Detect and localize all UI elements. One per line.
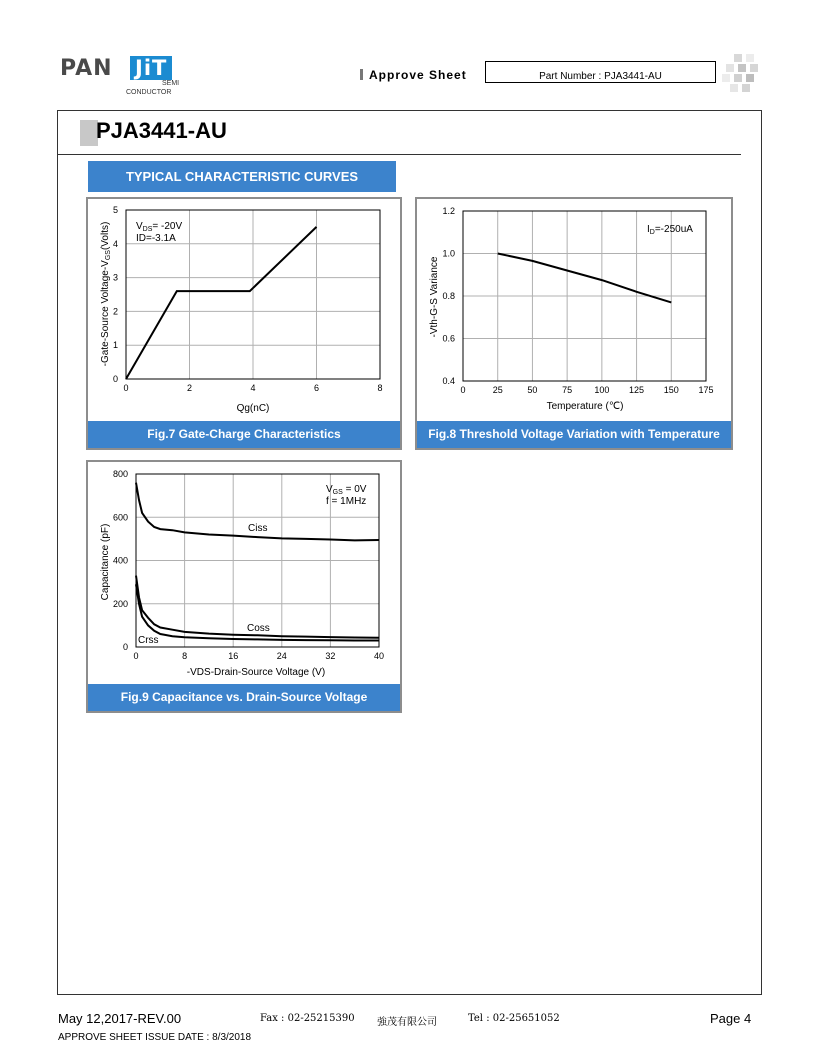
section-heading: TYPICAL CHARACTERISTIC CURVES — [88, 161, 396, 192]
footer-page: Page 4 — [710, 1011, 752, 1026]
fig7-ytick-label: 2 — [112, 306, 118, 317]
fig9-xtick-label: 32 — [325, 651, 336, 661]
logo-sub-semi: SEMI — [162, 80, 180, 87]
fig8-annot-id: $I_D=-250uA$ — [647, 224, 693, 236]
fig8-xtick-label: 50 — [527, 385, 538, 395]
approve-sheet-text: Approve Sheet — [369, 68, 467, 82]
fig9-label-coss: Coss — [247, 623, 270, 634]
fig9-xtick-label: 24 — [276, 651, 287, 661]
fig8-xlabel: Temperature (℃) — [546, 401, 624, 412]
fig7-annot-id: ID=-3.1A — [136, 233, 176, 244]
footer-fax: Fax : 02-25215390 — [260, 1013, 355, 1024]
fig7-annot-vds: $V_{DS}= -20V$ — [136, 221, 183, 233]
fig8-xtick-label: 100 — [594, 385, 610, 395]
fig7-xtick-label: 0 — [123, 383, 129, 393]
logo-sub-conductor: CONDUCTOR — [126, 89, 172, 96]
fig9-ytick-label: 0 — [122, 642, 128, 652]
fig8-xtick-label: 75 — [562, 385, 573, 395]
fig9-label-crss: Crss — [138, 635, 159, 646]
approve-sheet-label — [360, 68, 467, 82]
fig8-xtick-label: 125 — [629, 385, 645, 395]
checker-pattern-icon — [722, 54, 758, 94]
fig7-panel — [86, 197, 402, 450]
fig8-caption: Fig.8 Threshold Voltage Variation with Temperature — [417, 421, 731, 448]
title-divider — [57, 154, 741, 155]
fig9-ytick-label: 400 — [112, 555, 128, 566]
fig7-xtick-label: 6 — [313, 383, 320, 393]
footer-issue-date: APPROVE SHEET ISSUE DATE : 8/3/2018 — [58, 1032, 252, 1043]
fig9-caption: Fig.9 Capacitance vs. Drain-Source Voltage — [88, 684, 400, 711]
fig7-ylabel: -Gate-Source Voltage-$V_{GS}(Volts)$ — [100, 221, 112, 367]
fig7-xtick-label: 8 — [377, 383, 383, 393]
fig9-ylabel: Capacitance (pF) — [100, 523, 111, 601]
fig9-ytick-label: 800 — [112, 469, 128, 479]
fig8-ytick-label: 1.2 — [442, 206, 455, 216]
footer-date-rev: May 12,2017-REV.00 — [58, 1011, 182, 1026]
fig7-ytick-label: 0 — [112, 374, 118, 384]
fig8-ytick-label: 0.4 — [442, 376, 455, 386]
fig9-ytick-label: 200 — [112, 598, 128, 609]
bar-icon — [360, 69, 363, 80]
fig9-xtick-label: 8 — [182, 651, 188, 661]
fig7-chart — [88, 199, 400, 448]
fig9-xtick-label: 40 — [373, 651, 385, 661]
fig8-ylabel: -Vth-G-S Variance — [429, 256, 440, 338]
fig7-ytick-label: 5 — [112, 205, 118, 215]
logo-jit: JiT — [130, 56, 172, 80]
fig7-ytick-label: 3 — [112, 272, 118, 283]
company-logo — [60, 56, 180, 100]
fig8-ytick-label: 0.8 — [442, 291, 455, 301]
fig8-grid — [463, 211, 706, 381]
fig7-series-line — [126, 227, 317, 379]
fig9-xlabel: -VDS-Drain-Source Voltage (V) — [186, 667, 326, 678]
fig8-xtick-label: 0 — [460, 385, 466, 395]
fig8-panel — [415, 197, 733, 450]
fig8-xtick-label: 25 — [492, 385, 503, 395]
fig9-xtick-label: 16 — [228, 651, 239, 661]
fig7-ytick-label: 4 — [112, 238, 118, 249]
fig7-ytick-label: 1 — [112, 340, 118, 351]
fig9-label-ciss: Ciss — [248, 523, 268, 534]
fig8-ytick-label: 0.6 — [442, 333, 455, 344]
fig8-xtick-label: 150 — [663, 385, 679, 395]
fig8-xtick-label: 175 — [698, 385, 714, 395]
fig9-panel — [86, 460, 402, 713]
fig9-xtick-label: 0 — [133, 651, 139, 661]
fig7-caption: Fig.7 Gate-Charge Characteristics — [88, 421, 400, 448]
fig8-series-line — [498, 254, 672, 303]
fig9-annot-f: f = 1MHz — [326, 496, 367, 507]
part-number-box: Part Number : PJA3441-AU — [485, 61, 716, 83]
footer-tel: Tel : 02-25651052 — [468, 1013, 560, 1024]
logo-pan: PAN — [60, 56, 113, 81]
fig8-ytick-label: 1.0 — [442, 248, 455, 259]
fig7-xtick-label: 4 — [250, 383, 256, 393]
fig8-chart — [417, 199, 731, 448]
fig9-ytick-label: 600 — [112, 512, 128, 523]
fig7-xtick-label: 2 — [186, 383, 193, 393]
fig7-xlabel: Qg(nC) — [236, 403, 270, 414]
footer-company: 強茂有限公司 — [377, 1017, 437, 1028]
fig9-annot-vgs: $V_{GS} = 0V$ — [326, 484, 367, 496]
fig9-chart — [88, 462, 400, 711]
page-title: PJA3441-AU — [96, 118, 227, 143]
